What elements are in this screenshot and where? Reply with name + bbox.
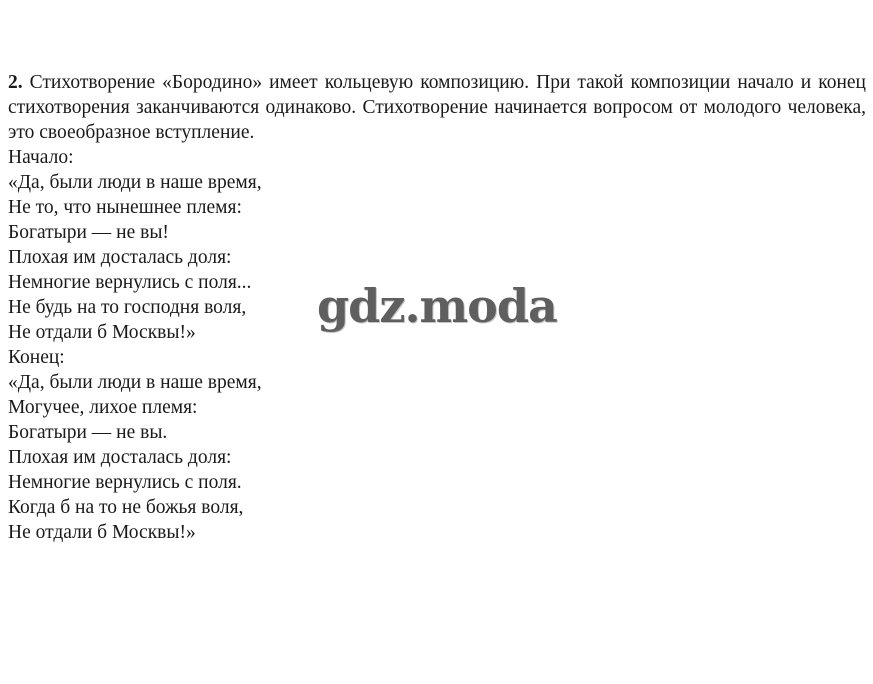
verse-line: Могучее, лихое племя:: [8, 397, 198, 418]
verse-line: Богатыри — не вы.: [8, 422, 168, 443]
verse-line: Немногие вернулись с поля...: [8, 272, 252, 293]
ending-verse: [8, 370, 866, 545]
paragraph-text: Стихотворение «Бородино» имеет кольцевую композицию. При такой композиции начало и конец стихотворения заканчиваются одинаково. Стихотворение начинается вопросом от молодого человека, это своеобразное вступление.: [8, 72, 866, 143]
paragraph-number: 2.: [8, 72, 23, 93]
beginning-label: Начало:: [8, 147, 74, 168]
verse-line: Плохая им досталась доля:: [8, 447, 232, 468]
verse-line: Когда б на то не божья воля,: [8, 497, 244, 518]
verse-line: Не отдали б Москвы!»: [8, 322, 196, 343]
verse-line: Не то, что нынешнее племя:: [8, 197, 242, 218]
verse-line: Немногие вернулись с поля.: [8, 472, 242, 493]
verse-line: Не будь на то господня воля,: [8, 297, 247, 318]
verse-line: «Да, были люди в наше время,: [8, 172, 262, 193]
verse-line: Не отдали б Москвы!»: [8, 522, 196, 543]
ending-label: Конец:: [8, 347, 65, 368]
verse-line: Плохая им досталась доля:: [8, 247, 232, 268]
verse-line: Богатыри — не вы!: [8, 222, 169, 243]
intro-paragraph: [8, 70, 866, 145]
verse-line: «Да, были люди в наше время,: [8, 372, 262, 393]
watermark-logo: gdz.moda: [317, 279, 557, 333]
